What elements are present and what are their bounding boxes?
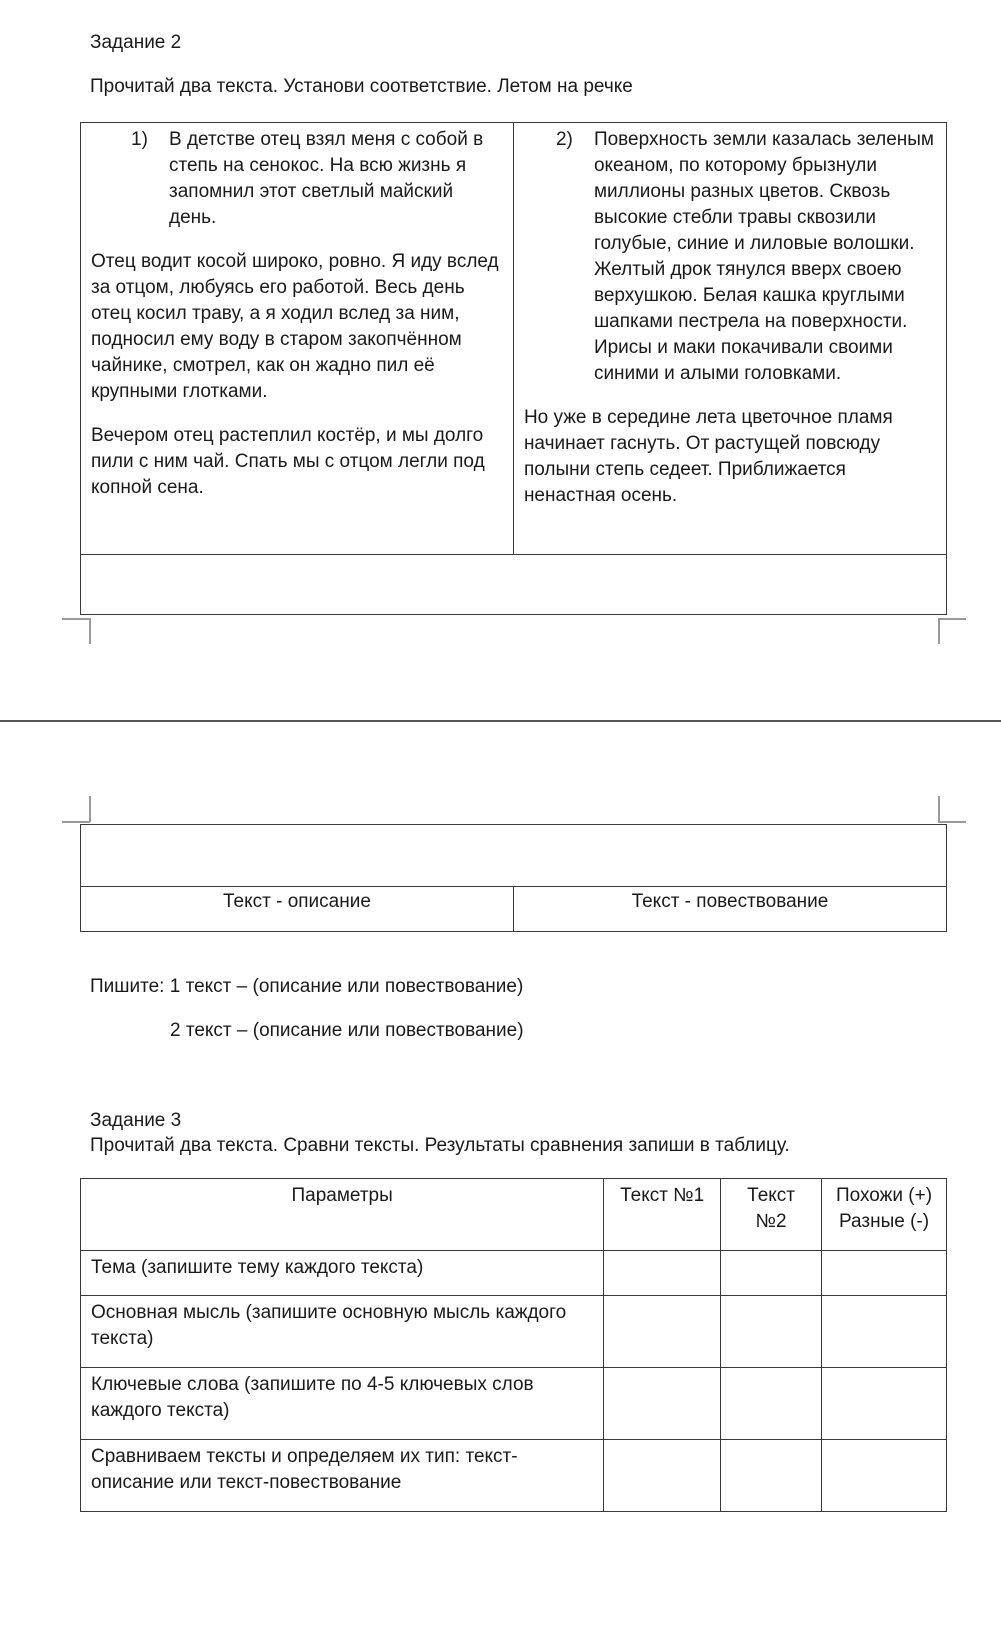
row-keywords: Ключевые слова (запишите по 4-5 ключевых слов каждого текста) bbox=[81, 1368, 604, 1440]
crop-mark bbox=[89, 618, 91, 644]
answer-cell[interactable] bbox=[721, 1440, 822, 1512]
header-different: Разные (-) bbox=[838, 1211, 930, 1232]
crop-mark bbox=[62, 821, 90, 823]
answer-cell[interactable] bbox=[822, 1440, 947, 1512]
continuation-row-empty bbox=[81, 825, 947, 887]
label-description: Текст - описание bbox=[81, 887, 514, 932]
text1-number: 1) bbox=[131, 129, 148, 150]
task3-instruction: Прочитай два текста. Сравни тексты. Результаты сравнения запиши в таблицу. bbox=[90, 1135, 790, 1156]
task2-texts-table bbox=[80, 122, 947, 615]
header-text2-line2: №2 bbox=[755, 1211, 787, 1232]
task3-title: Задание 3 bbox=[90, 1110, 182, 1131]
answer-cell[interactable] bbox=[604, 1296, 721, 1368]
answer-cell[interactable] bbox=[822, 1251, 947, 1296]
answer-cell[interactable] bbox=[604, 1251, 721, 1296]
text1-paragraph-3: Вечером отец растеплил костёр, и мы долго пили с ним чай. Спать мы с отцом легли под копной сена. bbox=[91, 425, 485, 498]
answer-cell[interactable] bbox=[604, 1440, 721, 1512]
header-params: Параметры bbox=[81, 1179, 604, 1251]
answer-cell[interactable] bbox=[604, 1368, 721, 1440]
text2-paragraph-2: Но уже в середине лета цветочное пламя начинает гаснуть. От растущей повсюду полыни степь седеет. Приближается ненастная осень. bbox=[523, 407, 893, 506]
write-instruction-2: 2 текст – (описание или повествование) bbox=[170, 1020, 524, 1041]
label-narration: Текст - повествование bbox=[513, 887, 946, 932]
header-text2-line1: Текст bbox=[747, 1185, 795, 1206]
task2-labels-table bbox=[80, 824, 947, 932]
header-text1: Текст №1 bbox=[604, 1179, 721, 1251]
page-divider bbox=[0, 720, 1001, 722]
crop-mark bbox=[938, 618, 940, 644]
crop-mark bbox=[938, 796, 940, 822]
crop-mark bbox=[62, 618, 90, 620]
answer-cell[interactable] bbox=[822, 1296, 947, 1368]
text2-cell bbox=[513, 123, 946, 555]
text2-paragraph-1: Поверхность земли казалась зеленым океаном, по которому брызнули миллионы разных цветов. Сквозь высокие стебли травы сквозили голубые, синие и лиловые волошки. Желтый дрок тянулся вверх своею верхушкою. Белая кашка круглыми шапками пестрела на поверхности. Ирисы и маки покачивали своими синими и алыми головками. bbox=[593, 129, 934, 384]
answer-cell[interactable] bbox=[721, 1368, 822, 1440]
answer-cell[interactable] bbox=[822, 1368, 947, 1440]
task3-comparison-table bbox=[80, 1178, 947, 1512]
answer-cell[interactable] bbox=[721, 1251, 822, 1296]
crop-mark bbox=[938, 618, 966, 620]
write-instruction-1: Пишите: 1 текст – (описание или повествование) bbox=[90, 976, 524, 997]
header-similar: Похожи (+) bbox=[836, 1185, 933, 1206]
text1-paragraph-2: Отец водит косой широко, ровно. Я иду вслед за отцом, любуясь его работой. Весь день отец косил траву, а я ходил вслед за ним, подносил ему воду в старом закопчённом чайнике, смотрел, как он жадно пил её крупными глотками. bbox=[91, 251, 499, 402]
crop-mark bbox=[89, 796, 91, 822]
header-similar-different bbox=[822, 1179, 947, 1251]
row-theme: Тема (запишите тему каждого текста) bbox=[81, 1251, 604, 1296]
text1-paragraph-1: В детстве отец взял меня с собой в степь на сенокос. На всю жизнь я запомнил этот светлый майский день. bbox=[169, 129, 484, 228]
answer-cell[interactable] bbox=[721, 1296, 822, 1368]
answer-row-empty bbox=[81, 555, 947, 615]
crop-mark bbox=[938, 821, 966, 823]
header-text2 bbox=[721, 1179, 822, 1251]
row-text-type: Сравниваем тексты и определяем их тип: текст-описание или текст-повествование bbox=[81, 1440, 604, 1512]
text2-number: 2) bbox=[555, 129, 573, 150]
row-main-idea: Основная мысль (запишите основную мысль каждого текста) bbox=[81, 1296, 604, 1368]
text1-cell bbox=[81, 123, 514, 555]
task2-instruction: Прочитай два текста. Установи соответствие. Летом на речке bbox=[90, 76, 633, 97]
task2-title: Задание 2 bbox=[90, 32, 182, 53]
